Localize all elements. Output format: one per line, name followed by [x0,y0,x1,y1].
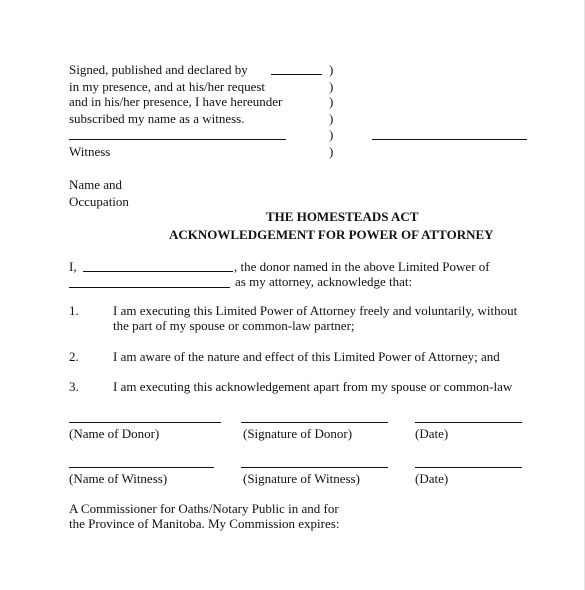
attorney-name-blank [69,287,230,288]
donor-name-line [69,422,221,423]
witness-name-label: (Name of Witness) [69,471,168,486]
donor-name-blank [83,271,233,272]
item-1-text-cont: the part of my spouse or common-law partner; [113,318,355,333]
witness-label: Witness [69,144,111,159]
intro-text: , the donor named in the above Limited Power of [234,259,490,274]
commissioner-line-2: the Province of Manitoba. My Commission expires: [69,516,340,531]
paren-2: ) [329,79,334,94]
name-label: Name and [69,177,123,192]
intro-i: I, [69,259,77,274]
donor-name-label: (Name of Donor) [69,426,160,441]
heading-subtitle: ACKNOWLEDGEMENT FOR POWER OF ATTORNEY [169,227,494,242]
item-1-number: 1. [69,303,79,318]
witness-line-4: subscribed my name as a witness. [69,111,245,126]
witness-date-label: (Date) [415,471,449,486]
paren-5: ) [329,127,334,142]
paren-3: ) [329,94,334,109]
witness-name-line [69,467,214,468]
witness-date-line [415,467,522,468]
donor-signature-line [241,422,388,423]
item-1-text: I am executing this Limited Power of Attorney freely and voluntarily, without [113,303,518,318]
heading-title: THE HOMESTEADS ACT [266,209,419,224]
donor-date-label: (Date) [415,426,449,441]
testator-signature-line [372,139,527,140]
witness-signature-line [69,139,286,140]
witness-line-1: Signed, published and declared by [69,62,248,77]
item-3-number: 3. [69,379,79,394]
paren-6: ) [329,144,334,159]
witness-line-3: and in his/her presence, I have hereunder [69,94,283,109]
intro-line-2: as my attorney, acknowledge that: [235,274,413,289]
donor-signature-label: (Signature of Donor) [243,426,353,441]
item-3-text: I am executing this acknowledgement apart from my spouse or common-law [113,379,513,394]
witness-signature-label: (Signature of Witness) [243,471,360,486]
item-2-text: I am aware of the nature and effect of this Limited Power of Attorney; and [113,349,500,364]
witness-signature-line-2 [241,467,388,468]
blank-line [271,74,322,75]
paren-1: ) [329,62,334,77]
donor-date-line [415,422,522,423]
paren-4: ) [329,111,334,126]
occupation-label: Occupation [69,194,129,209]
item-2-number: 2. [69,349,79,364]
commissioner-line-1: A Commissioner for Oaths/Notary Public in and for [69,501,339,516]
witness-line-2: in my presence, and at his/her request [69,79,266,94]
